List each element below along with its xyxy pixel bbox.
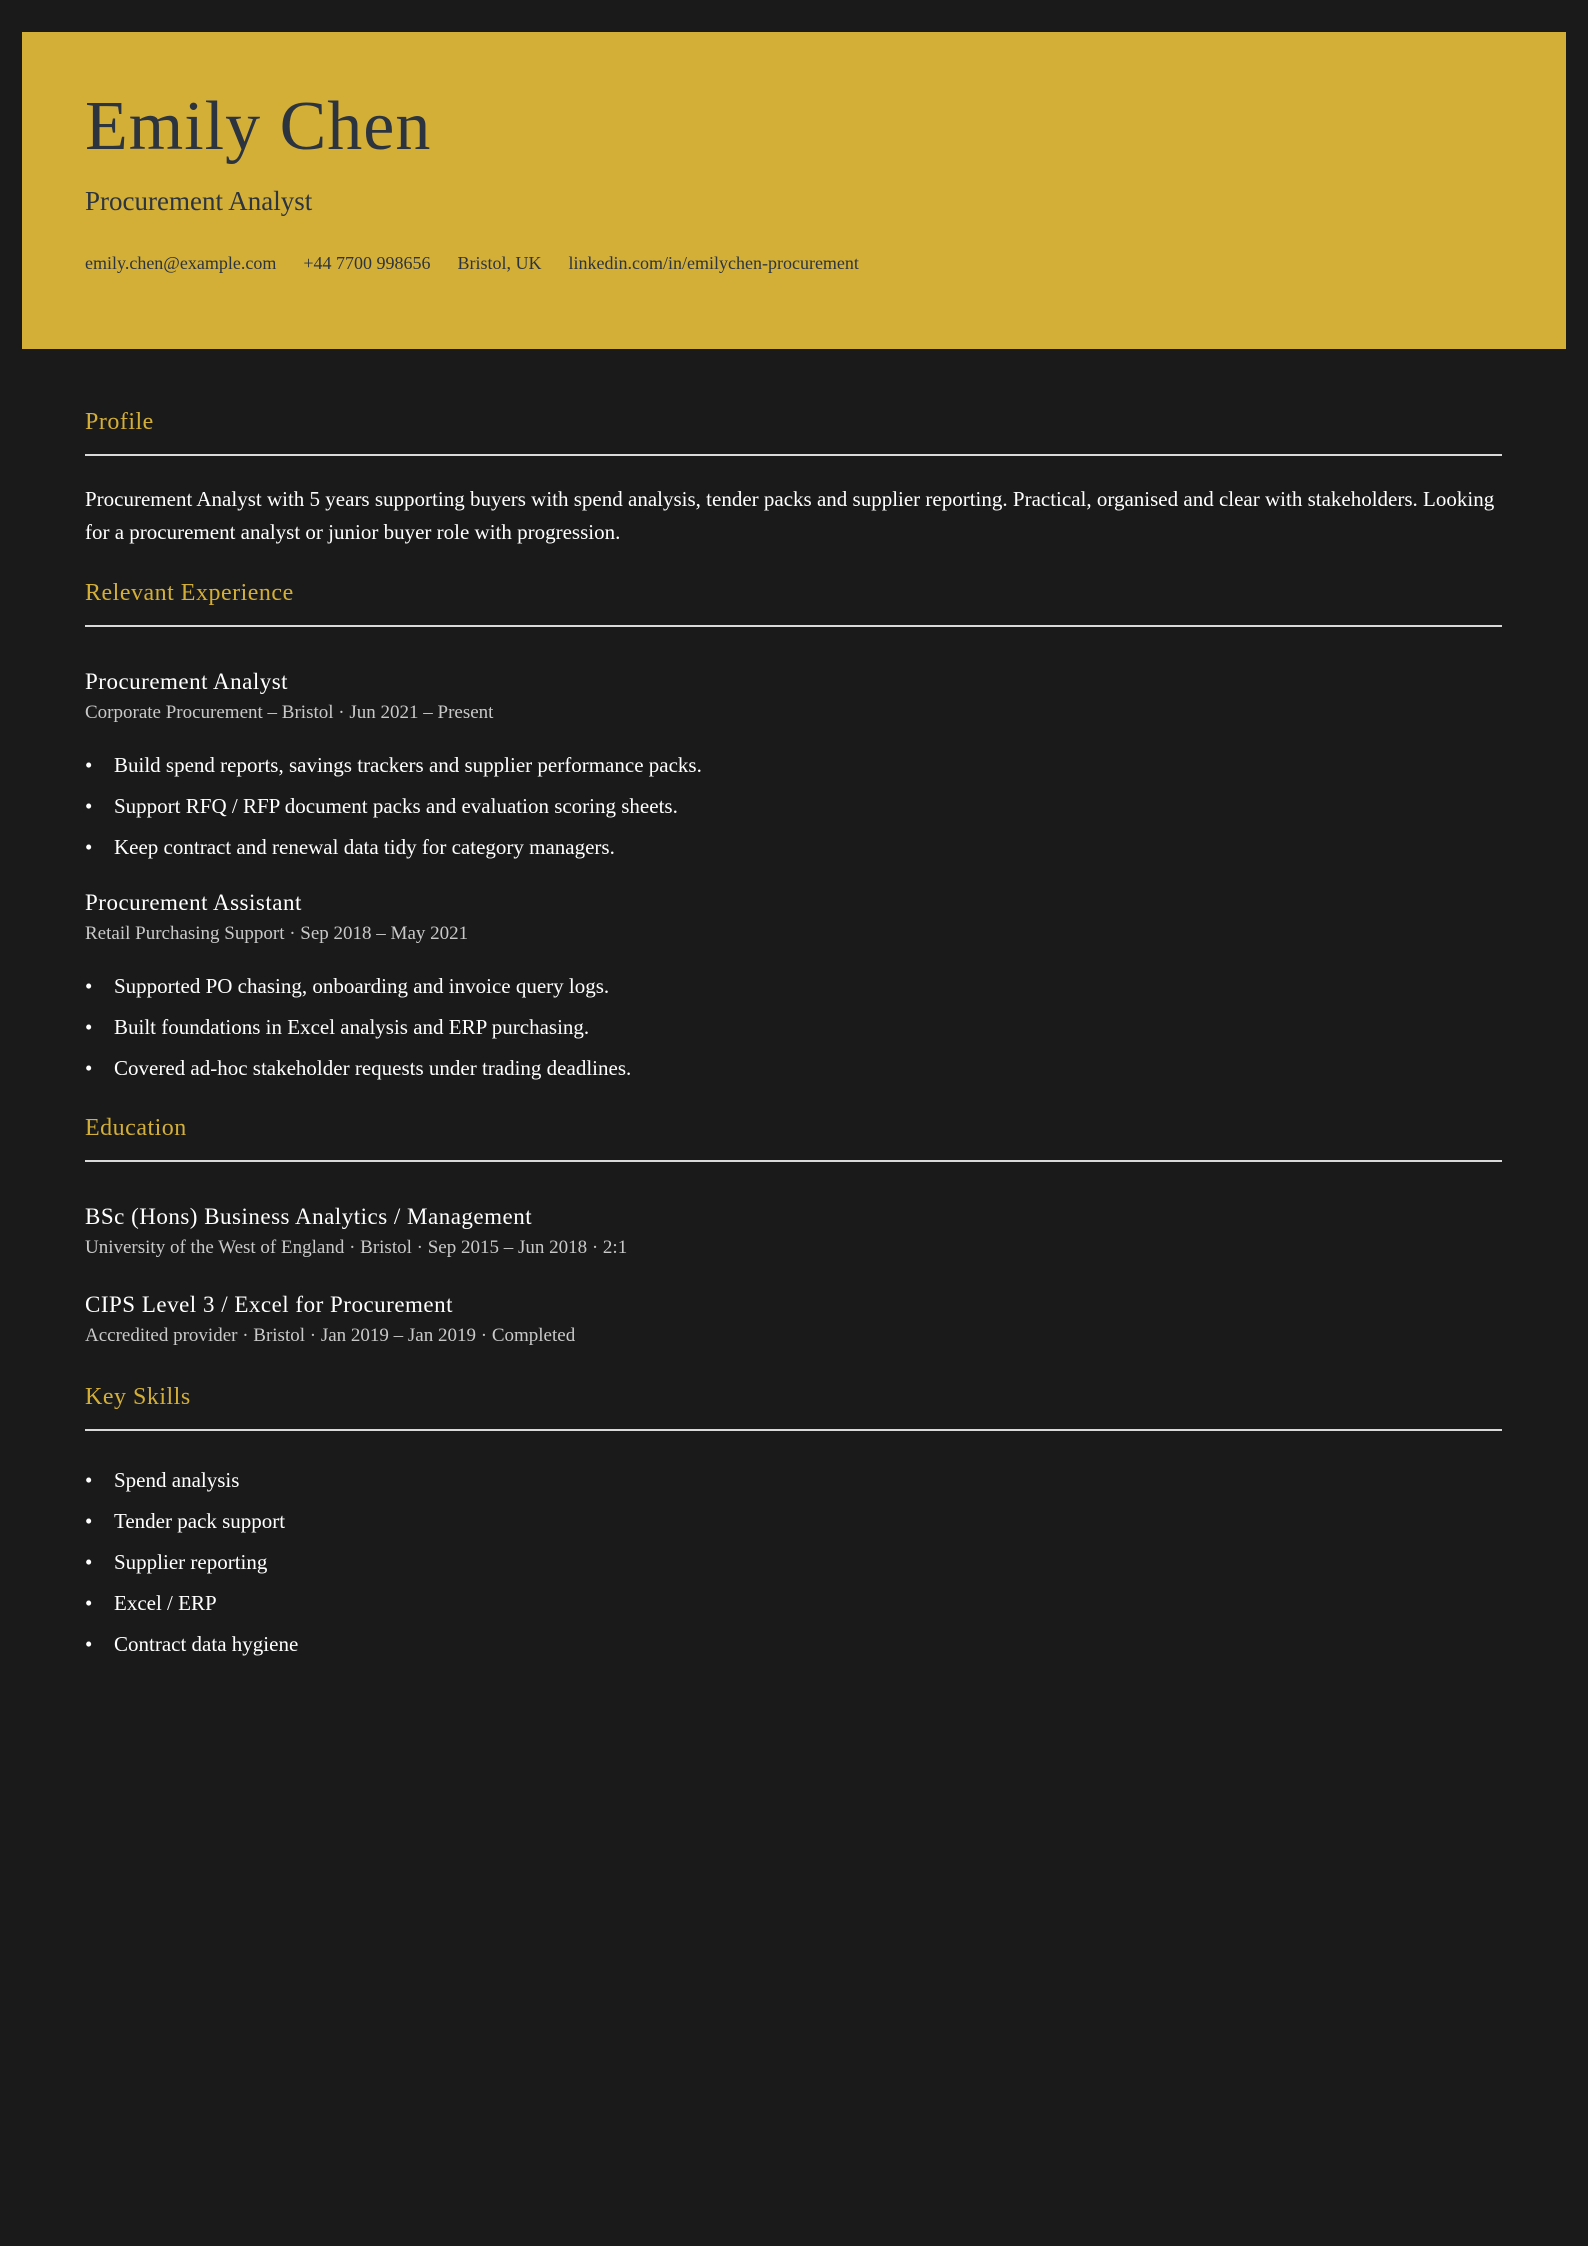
candidate-name: Emily Chen	[85, 88, 432, 165]
section-divider	[85, 625, 1502, 627]
education-meta: Accredited provider · Bristol · Jan 2019 – Jan 2019 · Completed	[85, 1325, 576, 1346]
skill-item: • Contract data hygiene	[85, 1632, 299, 1656]
job-meta: Retail Purchasing Support · Sep 2018 – May 2021	[85, 923, 469, 944]
job-bullet: • Built foundations in Excel analysis and ERP purchasing.	[85, 1015, 590, 1039]
section-divider	[85, 1429, 1502, 1431]
section-title-experience: Relevant Experience	[85, 580, 294, 606]
job-title: Procurement Assistant	[85, 890, 302, 915]
contact-location: Bristol, UK	[457, 253, 542, 273]
bullet-marker: •	[85, 1015, 93, 1039]
bullet-marker: •	[85, 1509, 93, 1533]
section-divider	[85, 454, 1502, 456]
skill-item: • Tender pack support	[85, 1509, 286, 1533]
job-bullet: • Covered ad-hoc stakeholder requests under trading deadlines.	[85, 1056, 632, 1080]
bullet-marker: •	[85, 794, 93, 818]
education-title: CIPS Level 3 / Excel for Procurement	[85, 1292, 454, 1317]
skill-item: • Spend analysis	[85, 1468, 240, 1492]
job-bullet: • Keep contract and renewal data tidy for category managers.	[85, 835, 615, 859]
contact-linkedin[interactable]: linkedin.com/in/emilychen-procurement	[568, 253, 859, 273]
skill-item: • Excel / ERP	[85, 1591, 217, 1615]
job-bullet: • Supported PO chasing, onboarding and invoice query logs.	[85, 974, 610, 998]
bullet-marker: •	[85, 1591, 93, 1615]
education-title: BSc (Hons) Business Analytics / Management	[85, 1204, 533, 1229]
contact-phone[interactable]: +44 7700 998656	[303, 253, 431, 273]
bullet-marker: •	[85, 1550, 93, 1574]
job-title: Procurement Analyst	[85, 669, 289, 694]
section-divider	[85, 1160, 1502, 1162]
profile-summary: Procurement Analyst with 5 years supporting buyers with spend analysis, tender packs and supplier reporting. Practical, organised and clear with stakeholders. Looking for a procurement analyst or junior buyer role with progression.	[85, 487, 1495, 544]
resume-header	[22, 32, 1566, 349]
job-bullet: • Build spend reports, savings trackers and supplier performance packs.	[85, 753, 702, 777]
candidate-role: Procurement Analyst	[85, 186, 313, 216]
section-title-skills: Key Skills	[85, 1384, 191, 1410]
bullet-marker: •	[85, 1468, 93, 1492]
skill-item: • Supplier reporting	[85, 1550, 268, 1574]
education-meta: University of the West of England · Bristol · Sep 2015 – Jun 2018 · 2:1	[85, 1237, 628, 1258]
job-meta: Corporate Procurement – Bristol · Jun 2021 – Present	[85, 702, 494, 723]
bullet-marker: •	[85, 974, 93, 998]
section-title-profile: Profile	[85, 409, 154, 435]
job-bullet: • Support RFQ / RFP document packs and evaluation scoring sheets.	[85, 794, 678, 818]
section-title-education: Education	[85, 1115, 187, 1141]
bullet-marker: •	[85, 1632, 93, 1656]
bullet-marker: •	[85, 1056, 93, 1080]
bullet-marker: •	[85, 835, 93, 859]
contact-line	[85, 254, 859, 272]
bullet-marker: •	[85, 753, 93, 777]
contact-email[interactable]: emily.chen@example.com	[85, 253, 277, 273]
